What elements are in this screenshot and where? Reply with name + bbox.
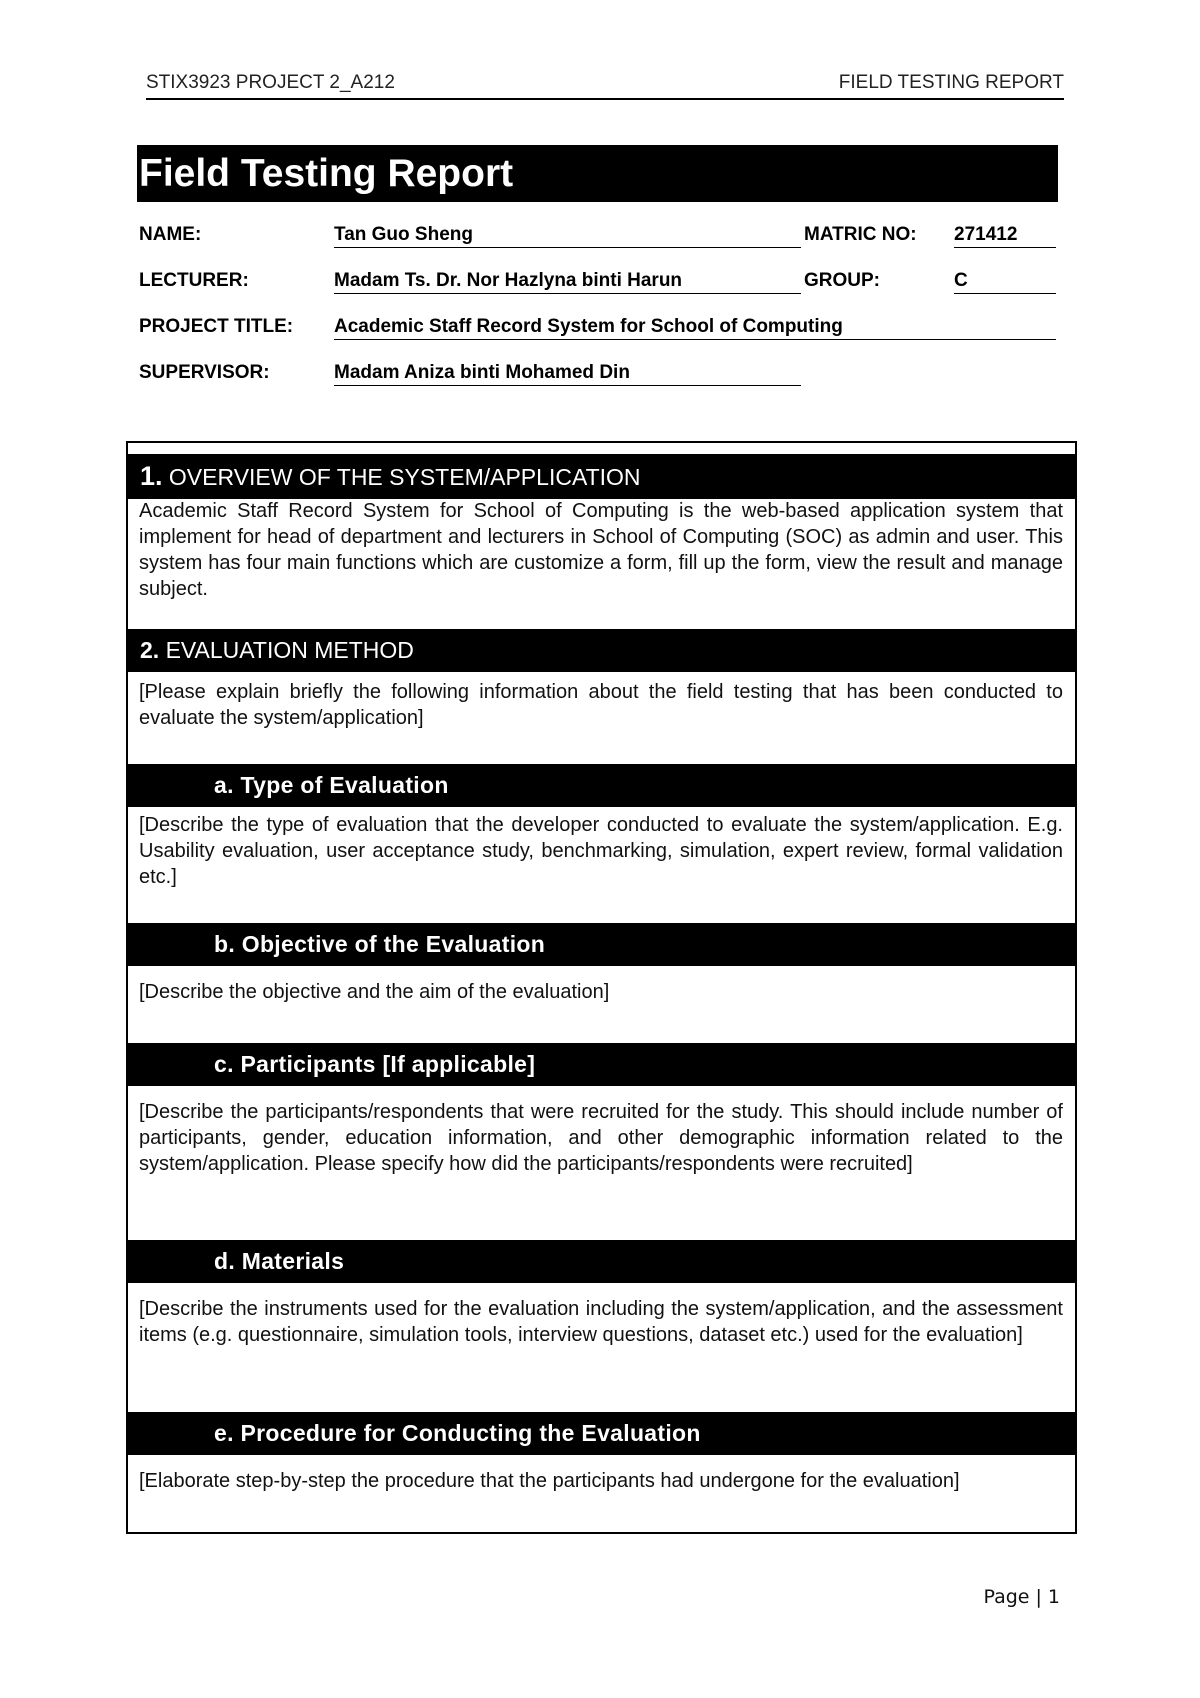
section-1-body: Academic Staff Record System for School of Computing is the web-based application system that implement for head of department and lecturers in School of Computing (SOC) as admin and user. This system has four main functions which are customize a form, fill up the form, view the result and manage subject. [139,500,1063,600]
section-c-body: [Describe the participants/respondents that were recruited for the study. This should include number of participants, gender, education information, and other demographic information related to the system/application. Please specify how did the participants/respondents were recruited] [139,1101,1063,1175]
project-title-label: PROJECT TITLE: [139,316,294,337]
section-b-body: [Describe the objective and the aim of the evaluation] [139,981,610,1003]
section-d-body: [Describe the instruments used for the evaluation including the system/application, and the assessment items (e.g. questionnaire, simulation tools, interview questions, dataset etc.) used for the evaluation] [139,1298,1063,1346]
section-b-letter: b. [214,931,236,957]
header-report-type: FIELD TESTING REPORT [838,72,1064,93]
page-label: Page [983,1586,1030,1608]
matric-label: MATRIC NO: [804,224,917,245]
section-2-number: 2. [140,637,160,663]
page-separator: | [1035,1586,1042,1608]
supervisor-value: Madam Aniza binti Mohamed Din [334,361,801,386]
lecturer-label: LECTURER: [139,270,249,291]
section-e-title: Procedure for Conducting the Evaluation [240,1420,701,1446]
section-d-title: Materials [241,1248,345,1274]
matric-value: 271412 [954,223,1056,248]
lecturer-value: Madam Ts. Dr. Nor Hazlyna binti Harun [334,269,801,294]
section-a-letter: a. [214,772,234,798]
section-e-heading [128,1412,1075,1455]
page-number: 1 [1047,1586,1060,1608]
running-header [146,70,1064,100]
section-e-body: [Elaborate step-by-step the procedure that the participants had undergone for the evaluation] [139,1470,960,1492]
section-2-body: [Please explain briefly the following information about the field testing that has been conducted to evaluate the system/application] [139,681,1063,729]
section-c-heading [128,1043,1075,1086]
section-a-title: Type of Evaluation [240,772,449,798]
project-title-value: Academic Staff Record System for School of Computing [334,315,1056,340]
page-footer [984,1586,1061,1608]
section-1-number: 1. [140,461,163,491]
group-value: C [954,269,1056,294]
section-d-heading [128,1240,1075,1283]
section-1-title: OVERVIEW OF THE SYSTEM/APPLICATION [168,464,641,490]
section-c-letter: c. [214,1051,234,1077]
section-c-title: Participants [If applicable] [240,1051,536,1077]
name-label: NAME: [139,224,202,245]
section-2-heading [128,629,1075,672]
section-b-title: Objective of the Evaluation [241,931,546,957]
section-1-heading [128,454,1075,499]
document-title: Field Testing Report [137,145,1058,202]
section-2-title: EVALUATION METHOD [165,637,414,663]
supervisor-label: SUPERVISOR: [139,362,270,383]
name-value: Tan Guo Sheng [334,223,801,248]
section-e-letter: e. [214,1420,234,1446]
section-b-heading [128,923,1075,966]
group-label: GROUP: [804,270,880,291]
section-a-heading [128,764,1075,807]
header-course-code: STIX3923 PROJECT 2_A212 [146,72,395,93]
section-d-letter: d. [214,1248,236,1274]
section-a-body: [Describe the type of evaluation that the developer conducted to evaluate the system/application. E.g. Usability evaluation, user acceptance study, benchmarking, simulation, expert review, formal validation etc.] [139,814,1063,888]
report-sections-box [126,441,1077,1534]
